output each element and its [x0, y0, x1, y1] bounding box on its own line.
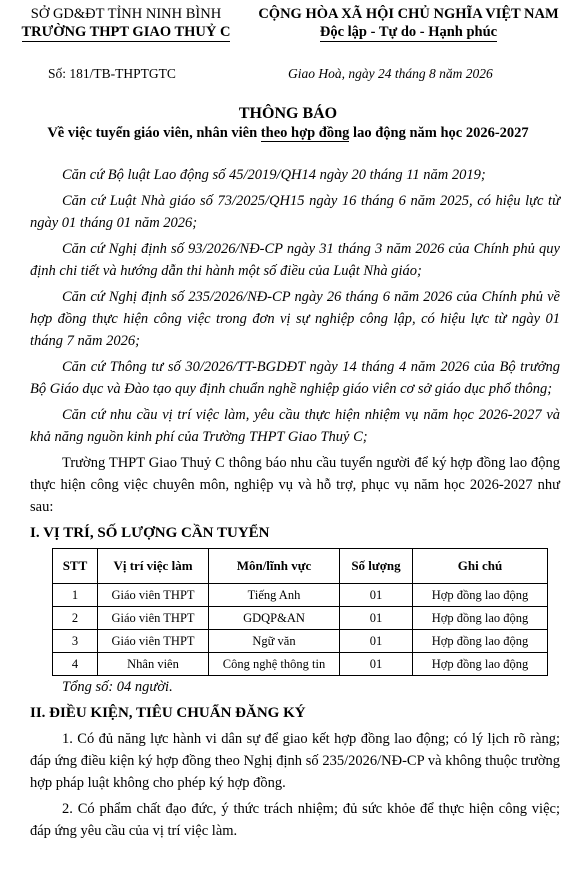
- col-header-quantity: Số lượng: [340, 549, 413, 584]
- subtitle-end: lao động năm học 2026-2027: [349, 125, 529, 141]
- cell-note: Hợp đồng lao động: [413, 584, 548, 607]
- col-header-position: Vị trí việc làm: [98, 549, 209, 584]
- table-row: [53, 653, 548, 676]
- cell-note: Hợp đồng lao động: [413, 630, 548, 653]
- issuer-block: [6, 5, 246, 42]
- intro-paragraph: Trường THPT Giao Thuỷ C thông báo nhu cầu tuyển người để ký hợp đồng lao động thực hiện công việc chuyên môn, nghiệp vụ và hỗ trợ, phục vụ năm học 2026-2027 như sau:: [30, 455, 560, 515]
- cell-position: Nhân viên: [98, 653, 209, 676]
- cell-position: Giáo viên THPT: [98, 584, 209, 607]
- national-motto-block: [246, 5, 571, 42]
- country-name: CỘNG HÒA XÃ HỘI CHỦ NGHĨA VIỆT NAM: [258, 6, 559, 22]
- cell-subject: Công nghệ thông tin: [209, 653, 340, 676]
- cell-stt: 3: [53, 630, 98, 653]
- col-header-note: Ghi chú: [413, 549, 548, 584]
- cell-quantity: 01: [340, 653, 413, 676]
- table-row: [53, 584, 548, 607]
- table-row: [53, 630, 548, 653]
- legal-basis-5: Căn cứ Thông tư số 30/2026/TT-BGDĐT ngày 14 tháng 4 năm 2026 của Bộ trưởng Bộ Giáo dục và Đào tạo quy định chuẩn nghề nghiệp giáo viên cơ sở giáo dục phổ thông;: [30, 359, 560, 397]
- legal-basis-6: Căn cứ nhu cầu vị trí việc làm, yêu cầu thực hiện nhiệm vụ năm học 2026-2027 và khả năng nguồn kinh phí của Trường THPT Giao Thuỷ C;: [30, 407, 560, 445]
- document-body: [30, 164, 560, 846]
- cell-quantity: 01: [340, 630, 413, 653]
- document-subtitle: [0, 124, 576, 142]
- reference-number: Số: 181/TB-THPTGTC: [48, 66, 176, 81]
- legal-basis-3: Căn cứ Nghị định số 93/2026/NĐ-CP ngày 31 tháng 3 năm 2026 của Chính phủ quy định chi tiết và hướng dẫn thi hành một số điều của Luật Nhà giáo;: [30, 241, 560, 279]
- place-date: Giao Hoà, ngày 24 tháng 8 năm 2026: [288, 66, 493, 81]
- section-heading-positions: I. VỊ TRÍ, SỐ LƯỢNG CẦN TUYỂN: [30, 525, 270, 541]
- cell-quantity: 01: [340, 584, 413, 607]
- cell-note: Hợp đồng lao động: [413, 607, 548, 630]
- cell-quantity: 01: [340, 607, 413, 630]
- motto: Độc lập - Tự do - Hạnh phúc: [319, 24, 498, 40]
- cell-subject: Tiếng Anh: [209, 584, 340, 607]
- school-name: TRƯỜNG THPT GIAO THUỶ C: [21, 24, 231, 40]
- table-row: [53, 607, 548, 630]
- cell-subject: GDQP&AN: [209, 607, 340, 630]
- cell-subject: Ngữ văn: [209, 630, 340, 653]
- cell-note: Hợp đồng lao động: [413, 653, 548, 676]
- condition-1: 1. Có đủ năng lực hành vi dân sự để giao kết hợp đồng lao động; có lý lịch rõ ràng; đáp ứng điều kiện ký hợp đồng theo Nghị định số 235/2026/NĐ-CP và không thuộc trường hợp pháp luật không cho phép ký hợp đồng.: [30, 731, 560, 791]
- cell-position: Giáo viên THPT: [98, 607, 209, 630]
- total-count: Tổng số: 04 người.: [62, 679, 173, 695]
- col-header-subject: Môn/lĩnh vực: [209, 549, 340, 584]
- cell-position: Giáo viên THPT: [98, 630, 209, 653]
- section-heading-conditions: II. ĐIỀU KIỆN, TIÊU CHUẨN ĐĂNG KÝ: [30, 705, 306, 721]
- table-header-row: [53, 549, 548, 584]
- subtitle-start: Về việc tuyển giáo viên, nhân viên: [47, 125, 261, 141]
- document-title: THÔNG BÁO: [238, 105, 338, 122]
- condition-2: 2. Có phẩm chất đạo đức, ý thức trách nhiệm; đủ sức khỏe để thực hiện công việc; đáp ứng yêu cầu của vị trí việc làm.: [30, 801, 560, 839]
- col-header-stt: STT: [53, 549, 98, 584]
- positions-table: [52, 548, 548, 676]
- cell-stt: 2: [53, 607, 98, 630]
- subtitle-underlined: theo hợp đồng: [260, 125, 350, 141]
- legal-basis-4: Căn cứ Nghị định số 235/2026/NĐ-CP ngày 26 tháng 6 năm 2026 của Chính phủ về hợp đồng thực hiện công việc trong đơn vị sự nghiệp công lập, có hiệu lực từ ngày 01 tháng 7 năm 2026;: [30, 289, 560, 349]
- cell-stt: 4: [53, 653, 98, 676]
- department-name: SỞ GD&ĐT TỈNH NINH BÌNH: [30, 6, 222, 22]
- legal-basis-2: Căn cứ Luật Nhà giáo số 73/2025/QH15 ngày 16 tháng 6 năm 2025, có hiệu lực từ ngày 01 tháng 01 năm 2026;: [30, 193, 560, 231]
- legal-basis-1: Căn cứ Bộ luật Lao động số 45/2019/QH14 ngày 20 tháng 11 năm 2019;: [62, 167, 486, 183]
- cell-stt: 1: [53, 584, 98, 607]
